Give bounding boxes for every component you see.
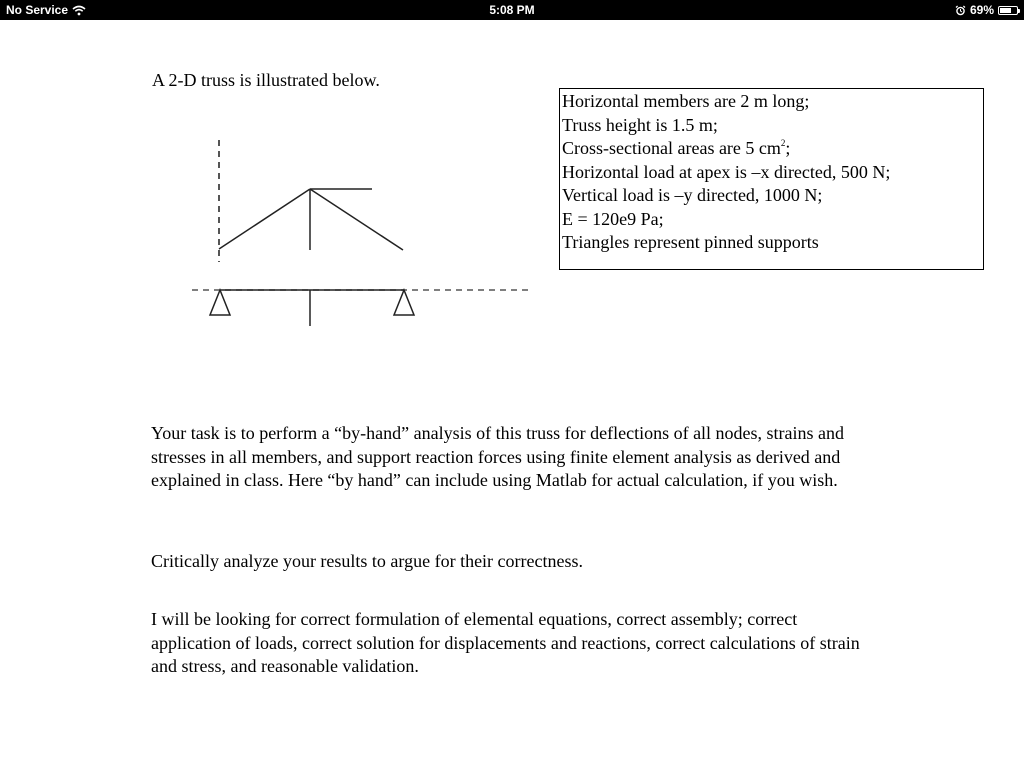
status-time: 5:08 PM: [489, 3, 535, 17]
right-pinned-support-icon: [394, 290, 414, 315]
left-pinned-support-icon: [210, 290, 230, 315]
info-line-3-superscript: 2: [780, 138, 786, 148]
truss-parameters-box: [559, 88, 984, 270]
alarm-icon: [955, 5, 966, 16]
task-paragraph: Your task is to perform a “by-hand” analysis of this truss for deflections of all nodes, strains and stresses in all members, and support reaction forces using finite element analysis as derived and explained in class. Here “by hand” can include using Matlab for actual calculation, if you wish.: [151, 423, 845, 490]
info-line-4: Horizontal load at apex is –x directed, 500 N;: [562, 161, 891, 182]
truss-diagram: [185, 130, 535, 330]
right-diagonal-member: [310, 189, 403, 250]
info-line-2: Truss height is 1.5 m;: [562, 114, 718, 135]
battery-icon: [998, 6, 1018, 15]
battery-percent: 69%: [969, 3, 994, 17]
info-line-6: E = 120e9 Pa;: [562, 208, 664, 229]
analysis-paragraph: Critically analyze your results to argue for their correctness.: [151, 551, 584, 571]
info-line-7: Triangles represent pinned supports: [562, 232, 819, 252]
info-line-3: [562, 137, 981, 161]
battery-fill: [1000, 8, 1011, 13]
status-bar: [0, 0, 1024, 20]
info-line-3-text: Cross-sectional areas are 5 cm: [562, 138, 781, 158]
left-diagonal-member: [219, 189, 310, 249]
info-line-3-suffix: ;: [785, 138, 791, 158]
info-line-5: Vertical load is –y directed, 1000 N;: [562, 185, 823, 205]
status-right: [955, 3, 1018, 17]
carrier-label: No Service: [6, 3, 69, 17]
grading-paragraph: I will be looking for correct formulation of elemental equations, correct assembly; correct application of loads, correct solution for displacements and reactions, correct calculations of strain and stress, and reasonable validation.: [151, 609, 860, 676]
info-line-1: Horizontal members are 2 m long;: [562, 91, 810, 111]
intro-text: A 2-D truss is illustrated below.: [152, 70, 380, 90]
